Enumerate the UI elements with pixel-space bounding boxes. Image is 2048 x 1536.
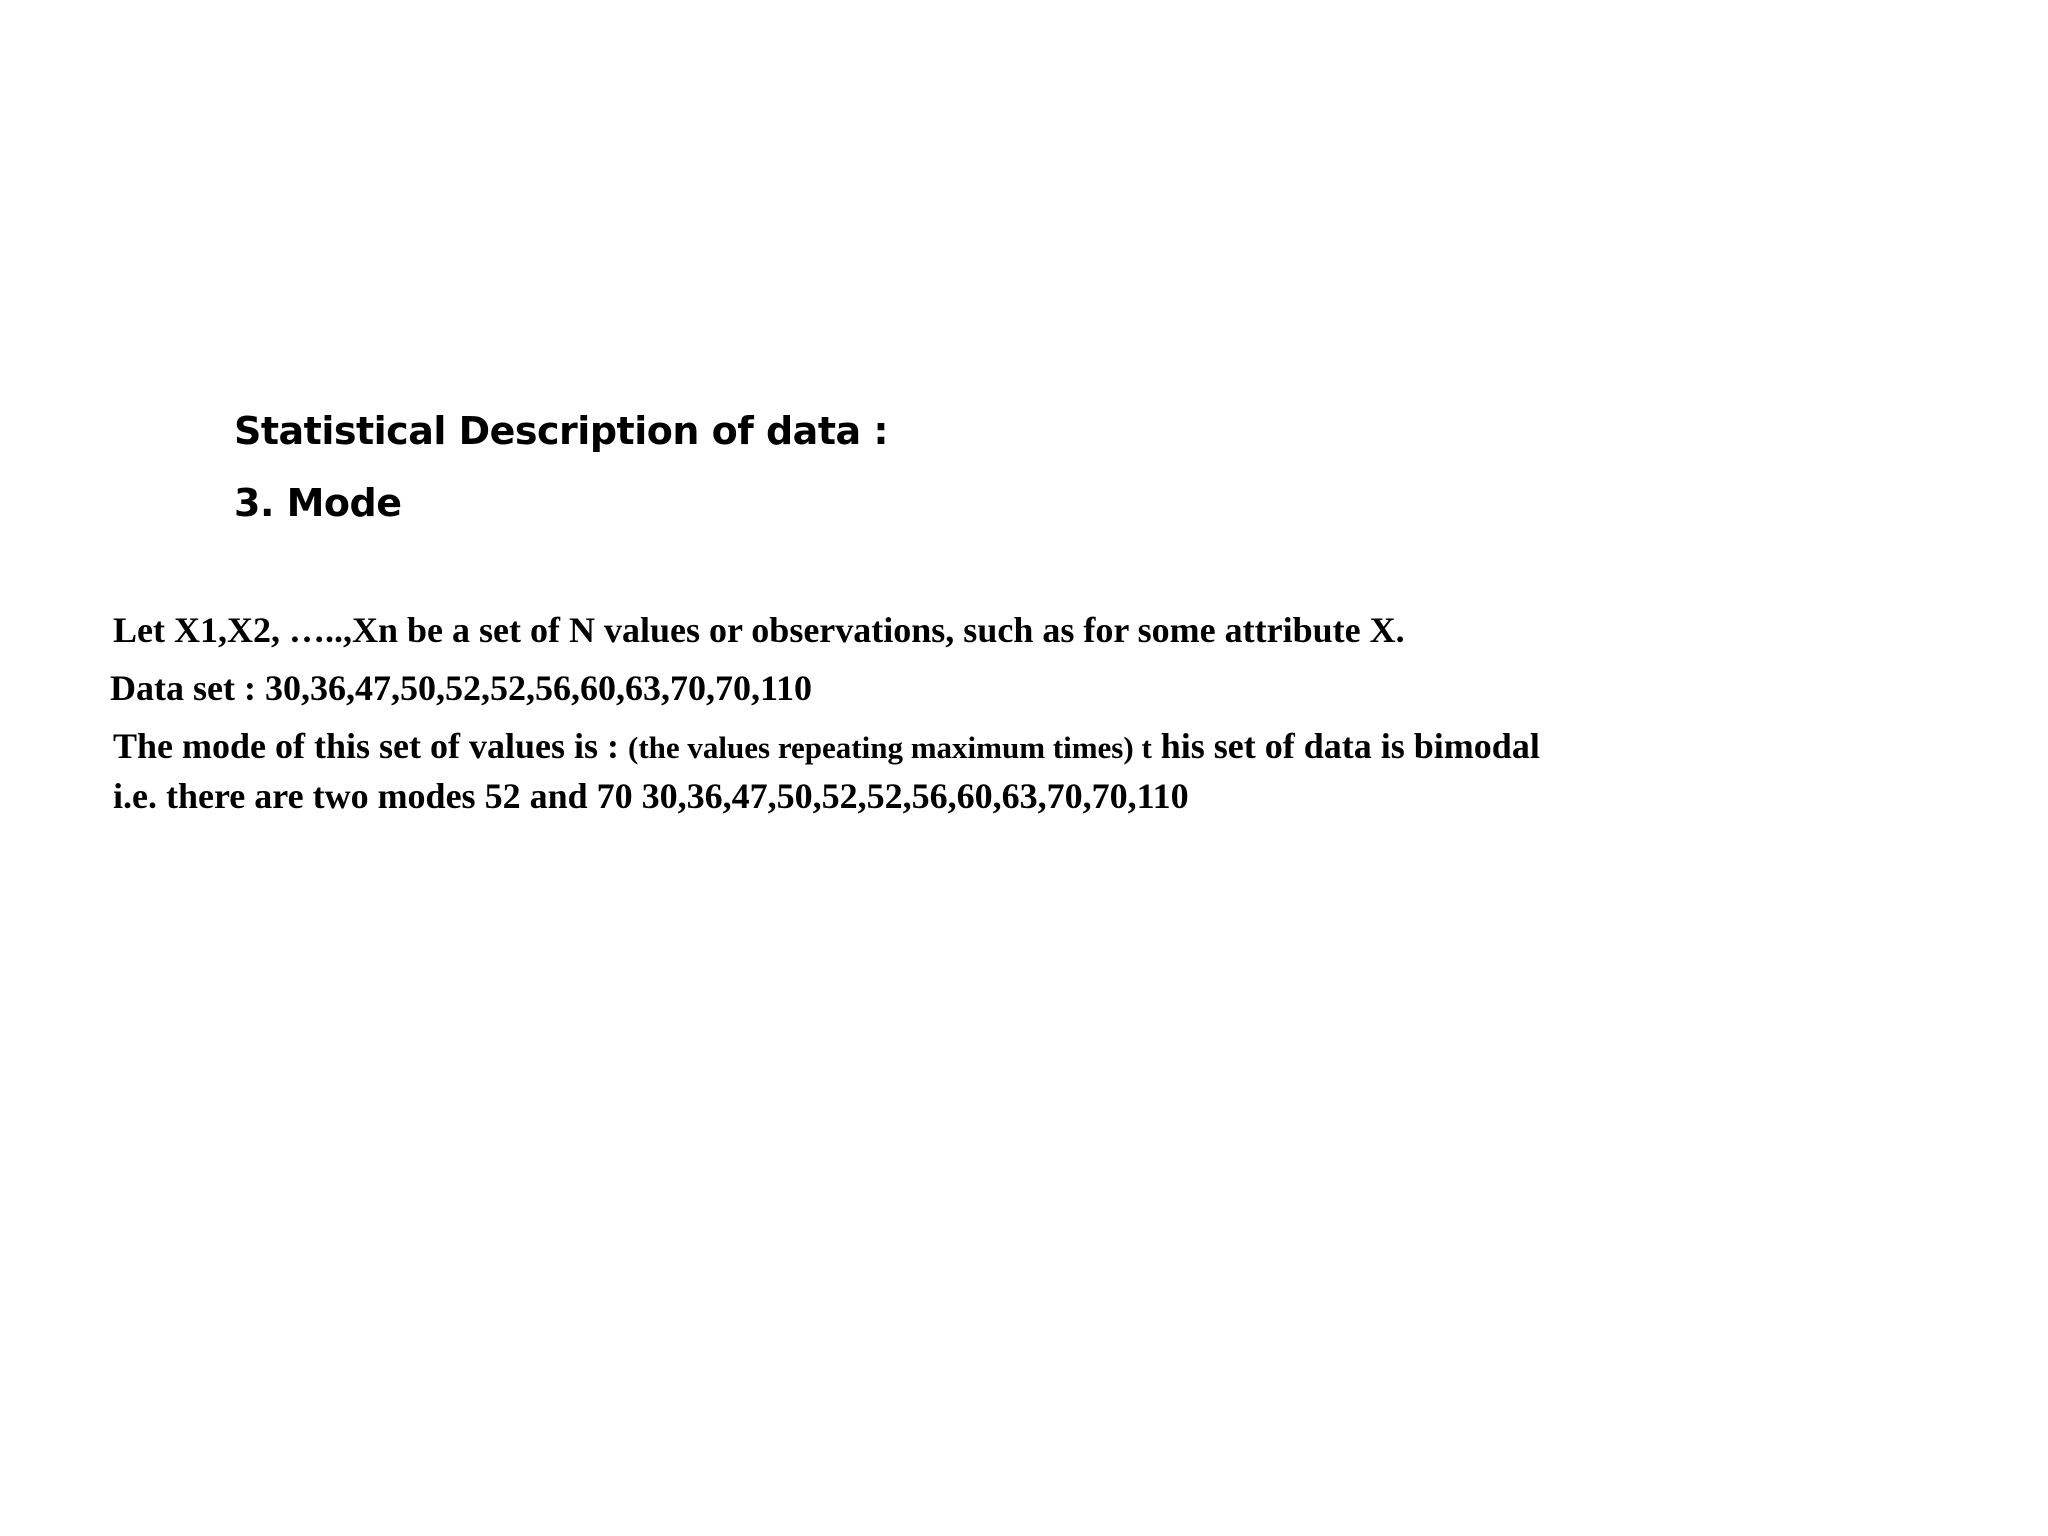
conclusion-text: i.e. there are two modes 52 and 70 30,36,47,50,52,52,56,60,63,70,70,110 <box>113 776 1189 816</box>
mode-text <box>113 728 1540 764</box>
mode-prefix: The mode of this set of values is : <box>113 726 628 766</box>
slide-subtitle: 3. Mode <box>234 481 402 525</box>
dataset-text: Data set : 30,36,47,50,52,52,56,60,63,70,70,110 <box>110 668 812 708</box>
mode-suffix: his set of data is bimodal <box>1151 726 1540 766</box>
mode-note: (the values repeating maximum times) t <box>628 730 1152 765</box>
intro-text: Let X1,X2, …..,Xn be a set of N values or observations, such as for some attribute X. <box>113 610 1405 650</box>
slide-title: Statistical Description of data : <box>234 409 889 453</box>
